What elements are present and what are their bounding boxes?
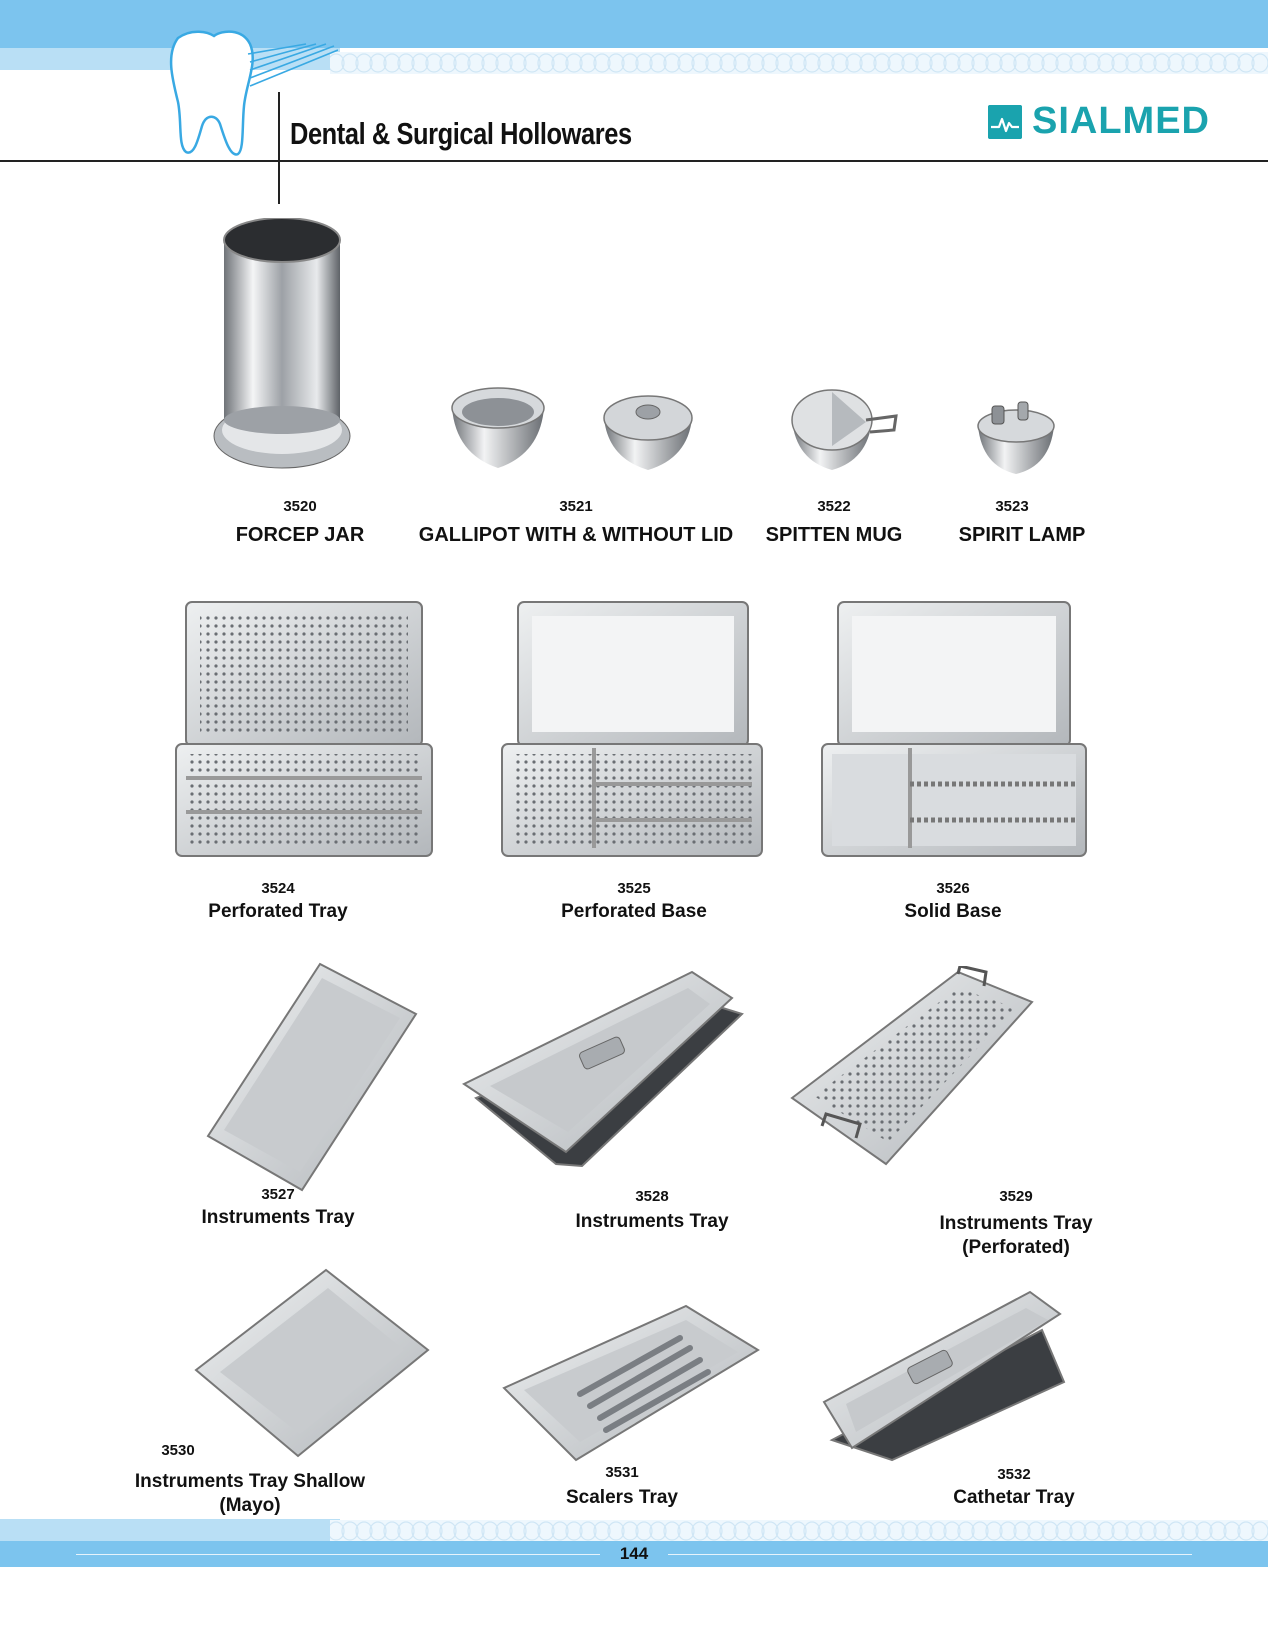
product-name: Perforated Tray	[208, 901, 348, 922]
product-name-line-2: (Perforated)	[962, 1237, 1070, 1258]
instruments-tray-image	[206, 960, 418, 1194]
product-code: 3527	[261, 1186, 295, 1203]
scalers-tray-image	[502, 1302, 760, 1462]
product-name: GALLIPOT WITH & WITHOUT LID	[418, 524, 734, 546]
header-ring-pattern	[330, 52, 1268, 74]
footer-ring-pattern	[330, 1520, 1268, 1542]
product-code: 3521	[559, 498, 593, 515]
product-code: 3526	[936, 880, 970, 897]
gallipot-with-lid-image	[600, 388, 696, 476]
product-name: Instruments Tray	[201, 1207, 355, 1228]
product-name: Instruments Tray	[575, 1211, 729, 1232]
product-name: Scalers Tray	[566, 1487, 678, 1508]
product-name: Perforated Base	[561, 901, 707, 922]
brand-name: SIALMED	[1032, 100, 1210, 142]
product-code: 3523	[995, 498, 1029, 515]
instruments-tray-with-lid-image	[462, 968, 744, 1170]
product-name: FORCEP JAR	[235, 524, 365, 546]
product-code: 3524	[261, 880, 295, 897]
cathetar-tray-image	[822, 1290, 1066, 1462]
product-code: 3522	[817, 498, 851, 515]
product-name-line-2: (Mayo)	[219, 1495, 281, 1516]
spirit-lamp-image	[974, 400, 1058, 478]
perforated-instruments-tray-image	[790, 966, 1036, 1172]
product-code: 3532	[997, 1466, 1031, 1483]
solid-base-image	[818, 598, 1090, 860]
product-name: Instruments Tray	[939, 1213, 1093, 1234]
footer-band-light	[0, 1519, 340, 1541]
perforated-base-image	[498, 598, 766, 860]
product-code: 3525	[617, 880, 651, 897]
header-divider-vertical	[278, 92, 280, 204]
page-title: Dental & Surgical Hollowares	[290, 116, 632, 151]
perforated-tray-image	[172, 598, 436, 860]
product-name: Cathetar Tray	[953, 1487, 1075, 1508]
product-code: 3520	[283, 498, 317, 515]
spitten-mug-image	[786, 386, 898, 476]
header-divider	[0, 160, 1268, 162]
product-code: 3531	[605, 1464, 639, 1481]
page-number: 144	[600, 1544, 668, 1564]
forcep-jar-image	[212, 218, 352, 474]
product-code: 3530	[161, 1442, 195, 1459]
product-name: Solid Base	[904, 901, 1002, 922]
pulse-logo-icon	[988, 105, 1022, 139]
product-code: 3529	[999, 1188, 1033, 1205]
brand-logo	[988, 100, 1210, 143]
product-name: SPITTEN MUG	[765, 524, 903, 546]
gallipot-image	[448, 384, 548, 474]
instruments-tray-shallow-image	[194, 1268, 430, 1460]
product-name: SPIRIT LAMP	[958, 524, 1086, 546]
product-name: Instruments Tray Shallow	[134, 1471, 366, 1492]
product-code: 3528	[635, 1188, 669, 1205]
